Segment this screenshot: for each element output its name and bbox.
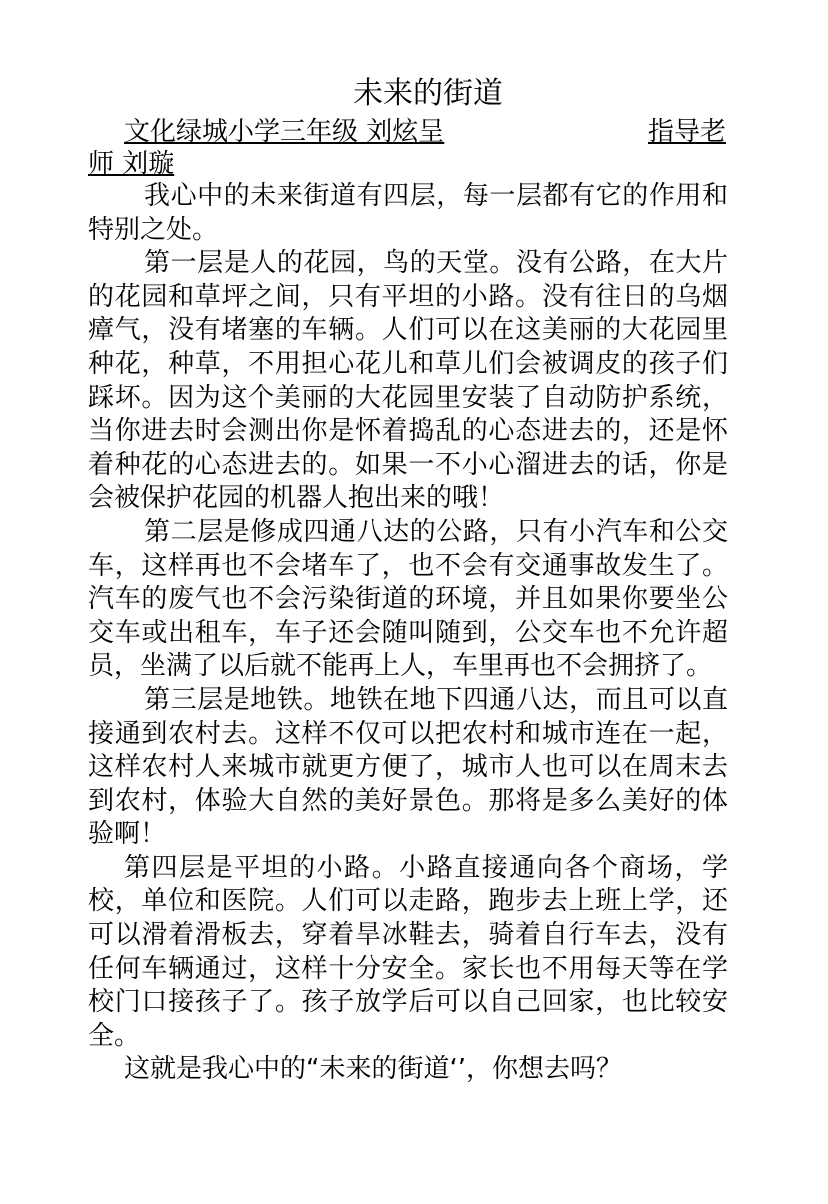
paragraph-third-layer: 第三层是地铁。地铁在地下四通八达，而且可以直接通到农村去。这样不仅可以把农村和城市连在一起，这样农村人来城市就更方便了，城市人也可以在周末去到农村，体验大自然的美好景色。那将是多么美好的体验啊！	[88, 684, 728, 850]
teacher-label-part1: 指导老	[647, 117, 726, 147]
paragraph-fourth-layer: 第四层是平坦的小路。小路直接通向各个商场，学校，单位和医院。人们可以走路，跑步去上班上学，还可以滑着滑板去，穿着旱冰鞋去，骑着自行车去，没有任何车辆通过，这样十分安全。家长也不用每天等在学校门口接孩子了。孩子放学后可以自己回家，也比较安全。	[88, 852, 728, 1051]
teacher-label-part2: 师 刘璇	[88, 149, 175, 179]
essay-body	[88, 180, 728, 1087]
school-author: 文化绿城小学三年级 刘炫呈	[124, 117, 445, 147]
paragraph-second-layer: 第二层是修成四通八达的公路，只有小汽车和公交车，这样再也不会堵车了，也不会有交通事故发生了。汽车的废气也不会污染街道的环境，并且如果你要坐公交车或出租车，车子还会随叫随到，公交车也不允许超员，坐满了以后就不能再上人，车里再也不会拥挤了。	[88, 516, 728, 682]
paragraph-first-layer: 第一层是人的花园，鸟的天堂。没有公路，在大片的花园和草坪之间，只有平坦的小路。没有往日的乌烟瘴气，没有堵塞的车辆。人们可以在这美丽的大花园里种花，种草，不用担心花儿和草儿们会被调皮的孩子们踩坏。因为这个美丽的大花园里安装了自动防护系统，当你进去时会测出你是怀着捣乱的心态进去的，还是怀着种花的心态进去的。如果一不小心溜进去的话，你是会被保护花园的机器人抱出来的哦！	[88, 248, 728, 514]
paragraph-conclusion: 这就是我心中的“未来的街道‘’，你想去吗？	[124, 1054, 622, 1085]
document-title: 未来的街道	[353, 76, 503, 111]
paragraph-intro: 我心中的未来街道有四层，每一层都有它的作用和特别之处。	[88, 181, 728, 245]
